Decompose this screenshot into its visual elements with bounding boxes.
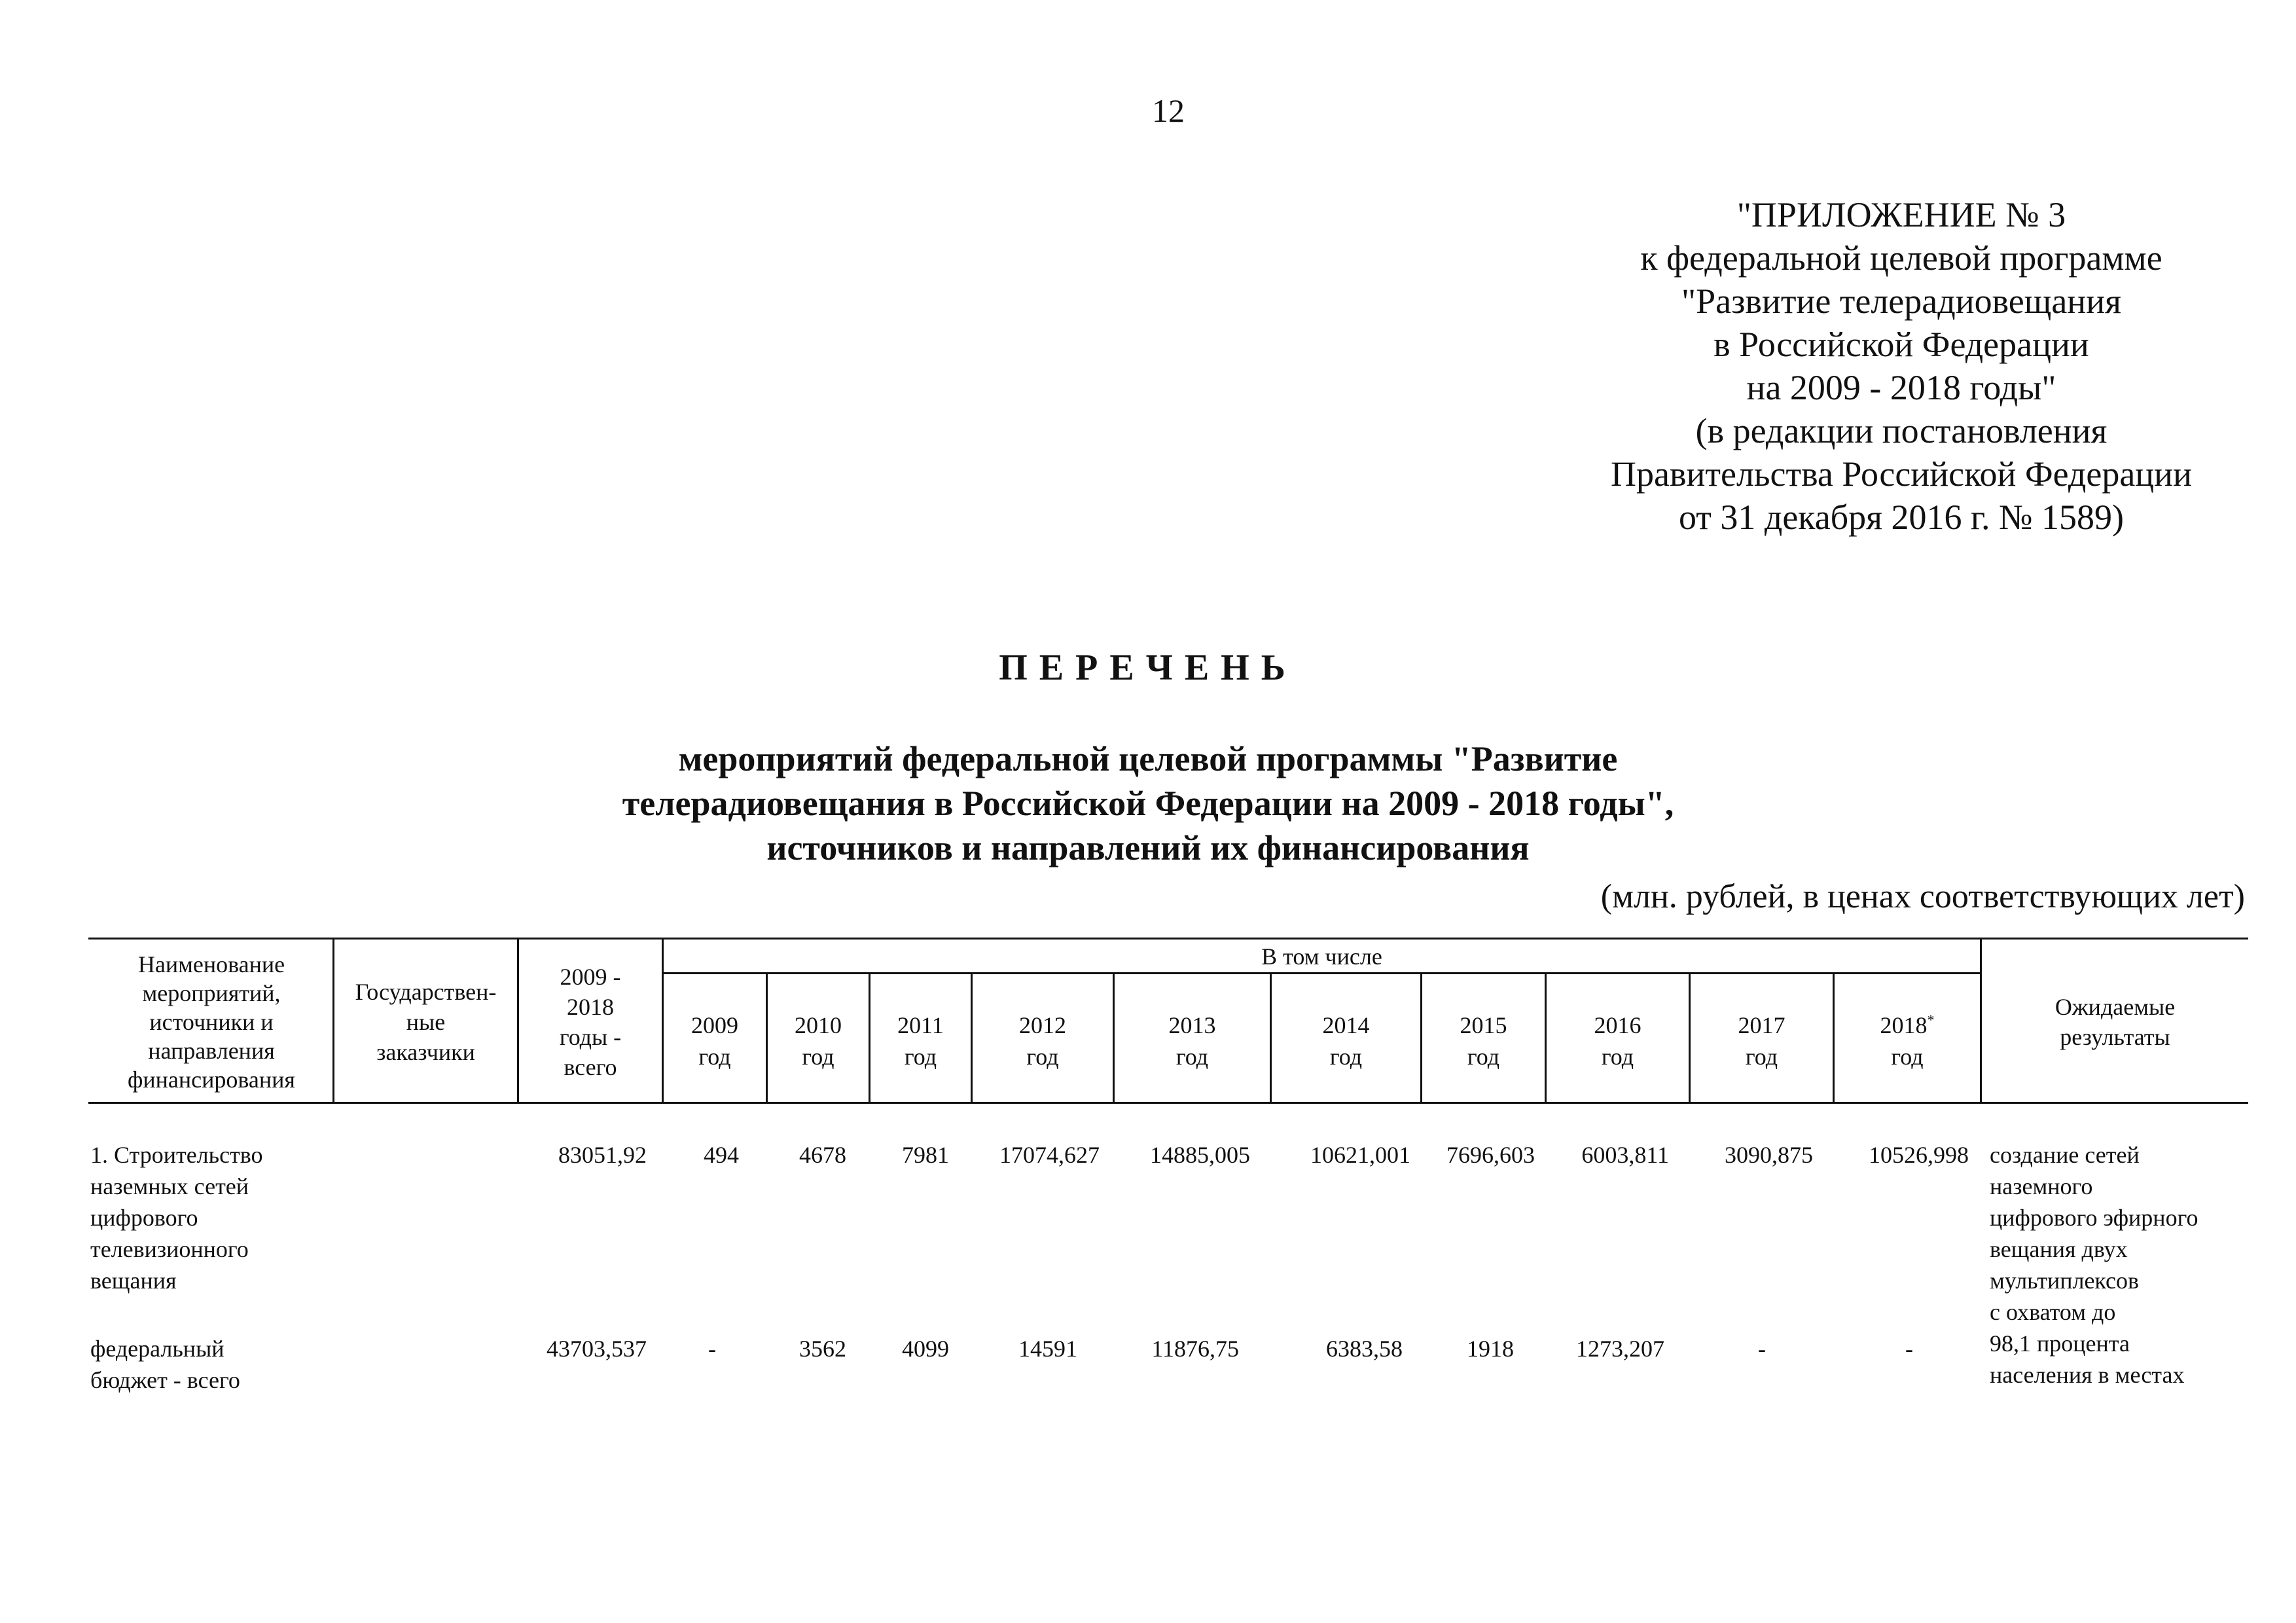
row-name-line: бюджет - всего [90, 1367, 240, 1393]
row-value-2017: - [1758, 1336, 1766, 1362]
row-value-2016: 6003,811 [1581, 1142, 1669, 1168]
row-value-2014: 10621,001 [1310, 1142, 1410, 1168]
header-year-label: 2016 [1594, 1012, 1641, 1038]
row-value-2013: 14885,005 [1150, 1142, 1250, 1168]
row-value-2017: 3090,875 [1725, 1142, 1813, 1168]
page-number: 12 [1152, 92, 1185, 129]
row-value-2009: 494 [704, 1142, 739, 1168]
header-year-2018 [1835, 982, 1980, 1100]
appendix-line: от 31 декабря 2016 г. № 1589) [1678, 498, 2125, 537]
header-year-label: 2017 [1738, 1012, 1785, 1038]
appendix-line: Правительства Российской Федерации [1611, 454, 2192, 494]
header-name [90, 941, 332, 1102]
footnote-mark: * [1927, 1012, 1935, 1028]
header-name-line: Наименование [137, 951, 285, 977]
header-year-2014 [1272, 982, 1420, 1100]
row-value-2014: 6383,58 [1326, 1336, 1403, 1362]
header-year-unit: год [1745, 1044, 1778, 1070]
header-year-unit: год [904, 1044, 937, 1070]
header-results-line: результаты [2060, 1023, 2170, 1050]
header-year-unit: год [1329, 1044, 1363, 1070]
header-year-unit: год [1601, 1044, 1634, 1070]
header-results-line: Ожидаемые [2054, 993, 2176, 1020]
row-name-line: наземных сетей [90, 1173, 249, 1199]
row-value-2011: 4099 [902, 1336, 949, 1362]
row-name-line: вещания [90, 1267, 177, 1294]
appendix-line: "Развитие телерадиовещания [1681, 282, 2121, 321]
row-value-2018: - [1905, 1336, 1913, 1362]
results-text [1990, 1139, 2251, 1391]
results-line: создание сетей [1990, 1142, 2140, 1168]
header-year-label: 2011 [897, 1012, 944, 1038]
appendix-line: на 2009 - 2018 годы" [1746, 368, 2056, 407]
row-name [90, 1139, 326, 1296]
header-year-unit: год [1175, 1044, 1209, 1070]
row-value-2012: 17074,627 [999, 1142, 1100, 1168]
row-name-line: телевизионного [90, 1236, 249, 1262]
results-line: 98,1 процента [1990, 1330, 2130, 1357]
appendix-line: "ПРИЛОЖЕНИЕ № 3 [1736, 195, 2066, 234]
row-value-2015: 1918 [1467, 1336, 1514, 1362]
header-including: В том числе [1261, 943, 1382, 970]
row-value-2015: 7696,603 [1446, 1142, 1535, 1168]
table-rule-subheader [663, 972, 1982, 974]
header-total-line: 2009 - [560, 963, 621, 990]
appendix-block [1538, 193, 2265, 539]
results-line: цифрового эфирного [1990, 1205, 2198, 1231]
header-year-2011 [870, 982, 971, 1100]
results-line: населения в местах [1990, 1362, 2185, 1388]
header-year-unit: год [698, 1044, 731, 1070]
header-customers-line: ные [406, 1008, 446, 1035]
title-block [493, 645, 1803, 870]
header-customers-line: заказчики [376, 1038, 475, 1065]
row-value-2018: 10526,998 [1869, 1142, 1969, 1168]
row-value-2009: - [708, 1336, 716, 1362]
page-title: ПЕРЕЧЕНЬ [999, 647, 1297, 688]
header-year-2016 [1547, 982, 1689, 1100]
subtitle-line: телерадиовещания в Российской Федерации на 2009 - 2018 годы", [622, 784, 1674, 823]
header-year-label: 2014 [1322, 1012, 1370, 1038]
row-total: 43703,537 [547, 1336, 647, 1362]
results-line: с охватом до [1990, 1299, 2116, 1325]
header-year-2010 [768, 982, 869, 1100]
row-value-2013: 11876,75 [1151, 1336, 1239, 1362]
table-rule-top [88, 938, 2248, 939]
header-customers [334, 941, 517, 1102]
header-name-line: направления [148, 1037, 275, 1064]
page-subtitle [493, 737, 1803, 870]
subtitle-line: мероприятий федеральной целевой программы "Развитие [678, 739, 1618, 778]
header-year-text: 2018 [1880, 1012, 1928, 1038]
row-total: 83051,92 [558, 1142, 647, 1168]
header-year-label: 2009 [691, 1012, 738, 1038]
results-line: мультиплексов [1990, 1267, 2139, 1294]
header-year-label: 2015 [1460, 1012, 1507, 1038]
row-name-line: федеральный [90, 1336, 224, 1362]
appendix-line: к федеральной целевой программе [1640, 238, 2162, 278]
header-year-2017 [1691, 982, 1833, 1100]
row-value-2010: 4678 [799, 1142, 846, 1168]
header-total [519, 941, 662, 1102]
header-year-2012 [973, 982, 1113, 1100]
appendix-line: (в редакции постановления [1695, 411, 2108, 450]
row-value-2011: 7981 [902, 1142, 949, 1168]
header-name-line: мероприятий, [142, 979, 281, 1006]
header-year-label [1880, 1010, 1935, 1041]
results-line: наземного [1990, 1173, 2093, 1199]
header-year-2015 [1422, 982, 1545, 1100]
header-name-line: источники и [149, 1008, 274, 1035]
header-name-line: финансирования [128, 1066, 295, 1093]
header-results [1982, 941, 2248, 1102]
header-year-unit: год [1891, 1044, 1924, 1070]
subtitle-line: источников и направлений их финансирования [766, 828, 1530, 867]
header-total-line: 2018 [567, 993, 614, 1020]
header-year-label: 2012 [1019, 1012, 1066, 1038]
header-year-2009 [664, 982, 766, 1100]
row-name-line: цифрового [90, 1205, 198, 1231]
row-value-2010: 3562 [799, 1336, 846, 1362]
header-total-line: всего [564, 1053, 617, 1080]
header-customers-line: Государствен- [355, 978, 497, 1005]
table-rule-header-bottom [88, 1102, 2248, 1104]
header-total-line: годы - [559, 1023, 622, 1050]
row-name-line: 1. Строительство [90, 1142, 263, 1168]
header-year-label: 2010 [795, 1012, 842, 1038]
header-year-unit: год [1467, 1044, 1500, 1070]
row-value-2012: 14591 [1018, 1336, 1077, 1362]
row-value-2016: 1273,207 [1576, 1336, 1664, 1362]
header-year-label: 2013 [1168, 1012, 1216, 1038]
results-line: вещания двух [1990, 1236, 2128, 1262]
row-name [90, 1333, 326, 1396]
header-year-2013 [1115, 982, 1270, 1100]
header-year-unit: год [802, 1044, 834, 1070]
header-year-unit: год [1026, 1044, 1059, 1070]
appendix-line: в Российской Федерации [1713, 325, 2089, 364]
units-note: (млн. рублей, в ценах соответствующих лет) [1600, 878, 2245, 915]
